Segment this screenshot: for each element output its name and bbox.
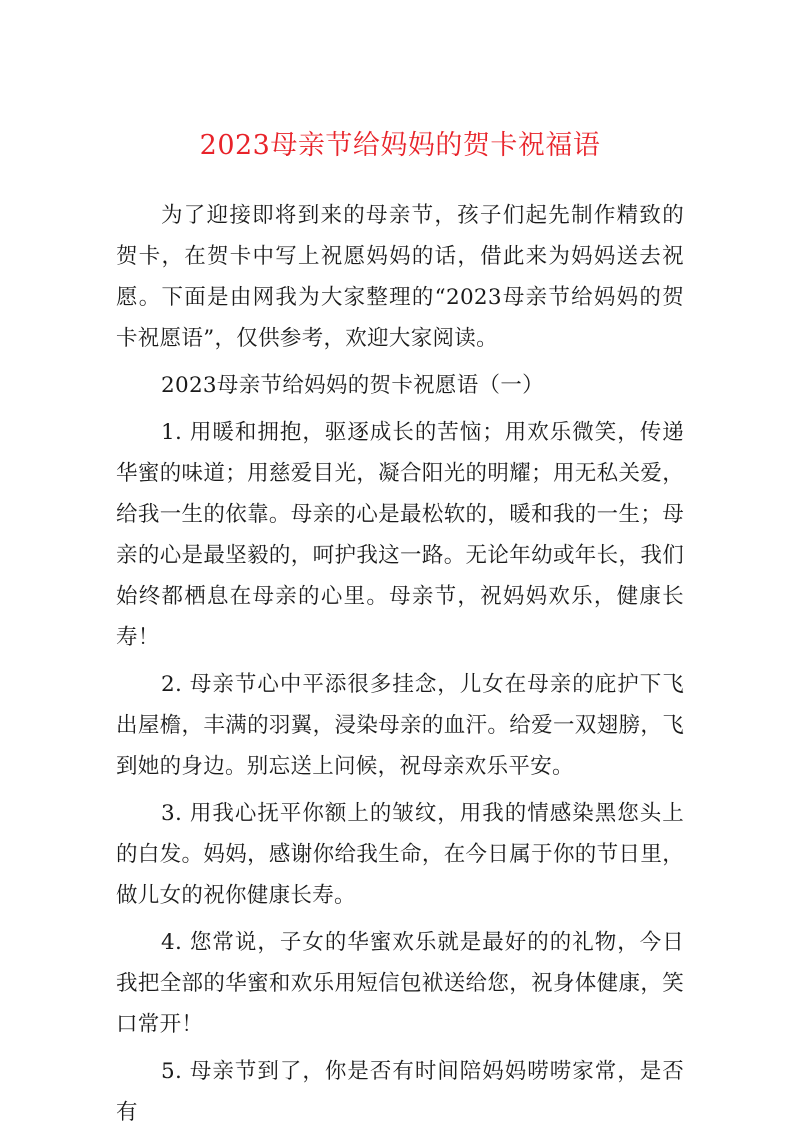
wish-item-3: 3. 用我心抚平你额上的皱纹，用我的情感染黑您头上的白发。妈妈，感谢你给我生命，在今日属于你的节日里，做儿女的祝你健康长寿。: [116, 801, 684, 908]
wish-item-2: 2. 母亲节心中平添很多挂念，儿女在母亲的庇护下飞出屋檐，丰满的羽翼，浸染母亲的血汗。给爱一双翅膀，飞到她的身边。别忘送上问候，祝母亲欢乐平安。: [116, 672, 684, 779]
wish-item-5: 5. 母亲节到了，你是否有时间陪妈妈唠唠家常，是否有: [116, 1059, 684, 1125]
intro-paragraph: 为了迎接即将到来的母亲节，孩子们起先制作精致的贺卡，在贺卡中写上祝愿妈妈的话，借此来为妈妈送去祝愿。下面是由网我为大家整理的“2023母亲节给妈妈的贺卡祝愿语”，仅供参考，欢迎大家阅读。: [116, 203, 684, 351]
document-body: [116, 195, 684, 1134]
section-heading: 2023母亲节给妈妈的贺卡祝愿语（一）: [161, 373, 544, 398]
wish-item-4: 4. 您常说，子女的华蜜欢乐就是最好的的礼物，今日我把全部的华蜜和欢乐用短信包袱送给您，祝身体健康，笑口常开！: [116, 930, 684, 1037]
wish-item-1: 1. 用暖和拥抱，驱逐成长的苦恼；用欢乐微笑，传递华蜜的味道；用慈爱目光，凝合阳光的明耀；用无私关爱，给我一生的依靠。母亲的心是最松软的，暖和我的一生；母亲的心是最坚毅的，呵护我这一路。无论年幼或年长，我们始终都栖息在母亲的心里。母亲节，祝妈妈欢乐，健康长寿！: [116, 420, 684, 650]
document-title: 2023母亲节给妈妈的贺卡祝福语: [199, 130, 601, 161]
